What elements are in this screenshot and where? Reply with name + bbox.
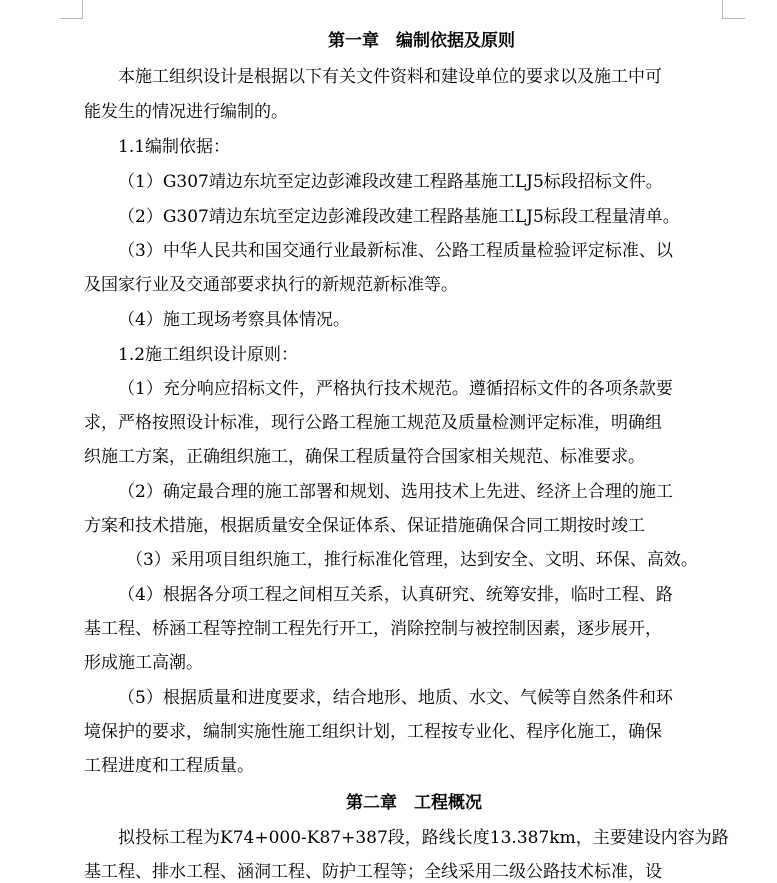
list-item-continuation: 形成施工高潮。 [84,653,203,673]
chapter-1-title: 第一章 编制依据及原则 [328,31,515,51]
list-item: （1）G307靖边东坑至定边彭滩段改建工程路基施工LJ5标段招标文件。 [118,172,663,192]
list-item: （3）中华人民共和国交通行业最新标准、公路工程质量检验评定标准、以 [118,241,673,261]
list-item-continuation: 方案和技术措施，根据质量安全保证体系、保证措施确保合同工期按时竣工 [84,516,645,536]
paragraph-line: 能发生的情况进行编制的。 [84,102,288,122]
paragraph-line: 基工程、排水工程、涵洞工程、防护工程等；全线采用二级公路技术标准，设 [84,862,662,882]
list-item: （2）确定最合理的施工部署和规划、选用技术上先进、经济上合理的施工 [118,482,673,502]
list-item: （3）采用项目组织施工，推行标准化管理，达到安全、文明、环保、高效。 [126,550,698,570]
paragraph-line: 本施工组织设计是根据以下有关文件资料和建设单位的要求以及施工中可 [118,67,662,87]
list-item-continuation: 求，严格按照设计标准，现行公路工程施工规范及质量检测评定标准，明确组 [84,413,662,433]
list-item-continuation: 及国家行业及交通部要求执行的新规范新标准等。 [84,275,458,295]
list-item: （5）根据质量和进度要求，结合地形、地质、水文、气候等自然条件和环 [118,688,673,708]
list-item: （4）根据各分项工程之间相互关系，认真研究、统筹安排，临时工程、路 [118,585,673,605]
list-item-continuation: 织施工方案，正确组织施工，确保工程质量符合国家相关规范、标准要求。 [84,447,645,467]
list-item: （1）充分响应招标文件，严格执行技术规范。遵循招标文件的各项条款要 [118,379,673,399]
section-1-2-title: 1.2施工组织设计原则： [118,345,299,365]
section-1-1-title: 1.1编制依据： [118,137,231,157]
list-item-continuation: 工程进度和工程质量。 [84,756,254,776]
page-corner-mark-left [60,0,83,19]
list-item-continuation: 境保护的要求，编制实施性施工组织计划，工程按专业化、程序化施工，确保 [84,722,662,742]
paragraph-line: 拟投标工程为K74+000-K87+387段，路线长度13.387km，主要建设内容为路 [118,828,729,848]
list-item-continuation: 基工程、桥涵工程等控制工程先行开工，消除控制与被控制因素，逐步展开， [84,619,662,639]
list-item: （4）施工现场考察具体情况。 [118,310,350,330]
list-item: （2）G307靖边东坑至定边彭滩段改建工程路基施工LJ5标段工程量清单。 [118,207,680,227]
chapter-2-title: 第二章 工程概况 [346,793,482,813]
page-corner-mark-right [722,0,745,19]
